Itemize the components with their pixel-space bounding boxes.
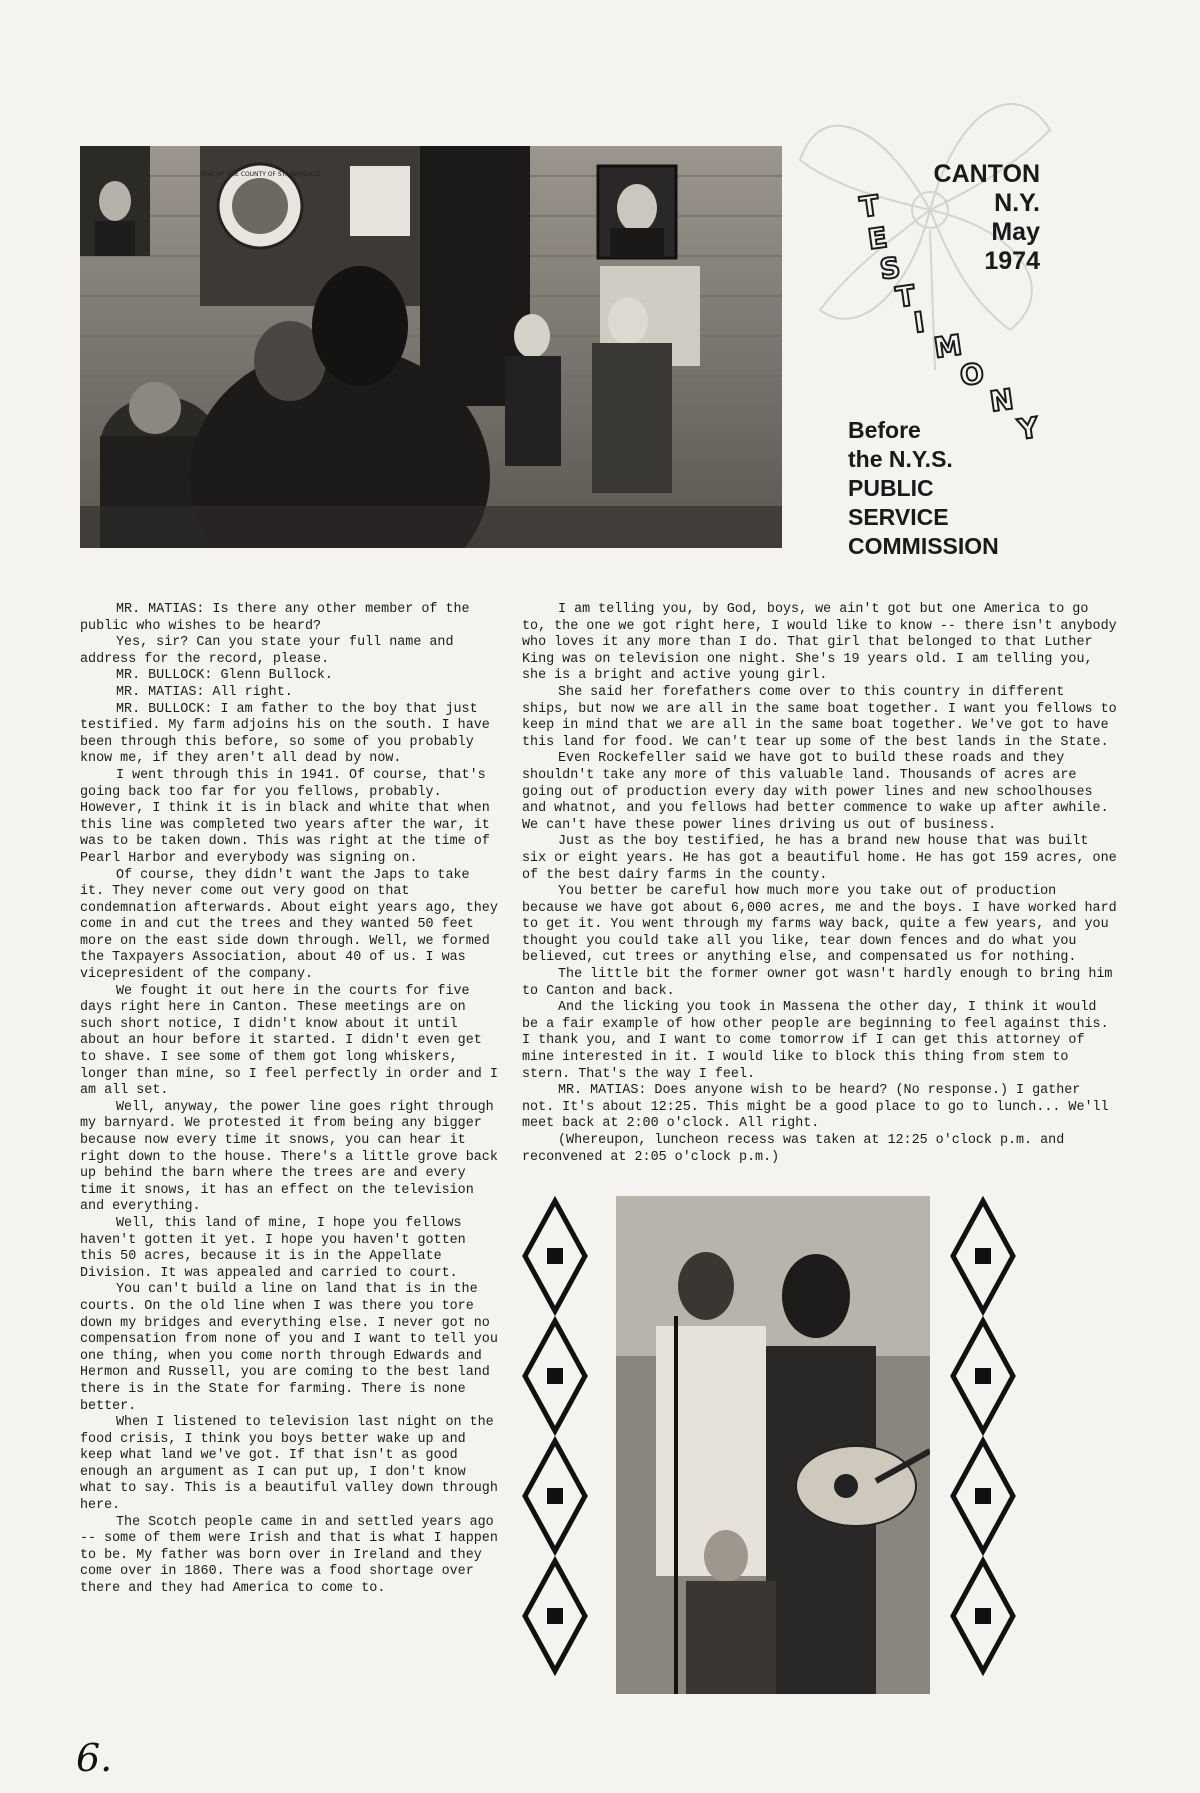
paragraph: The little bit the former owner got wasn't hardly enough to bring him to Canton and back. [522,967,1113,999]
dateline-state: N.Y. [994,189,1040,217]
subtitle-line: the N.Y.S. [848,446,953,472]
subtitle-line: SERVICE [848,504,949,530]
subtitle-line: PUBLIC [848,475,934,501]
paragraph: Even Rockefeller said we have got to build these roads and they shouldn't take any more of this valuable land. Thousands of acres are going out of production every day with power lines and new schoolhouses and whatnot, and you fellows had better commence to wake up after awhile. We can't have these power lines driving us out of business. [522,751,1109,833]
paragraph: I am telling you, by God, boys, we ain't got but one America to go to, the one we got right here, I would like to know -- there isn't anybody who loves it any more than I do. That girl that belonged to that Luther King was on television one night. She's 19 years old. I am telling you, she is a bright and active young girl. [522,602,1117,684]
native-pattern-border-right [948,1196,1018,1694]
paragraph: MR. BULLOCK: I am father to the boy that just testified. My farm adjoins his on the south. I have been through this before, so some of you probably know me, if they aren't all dead by now. [80,701,490,767]
paragraph: And the licking you took in Massena the other day, I think it would be a fair example of how other people are beginning to feel against this. I thank you, and I want to come tomorrow if I can get this attorney of mine interested in it. I would like to block this thing from stem to stern. That's the way I feel. [522,1000,1109,1082]
native-pattern-border-left [520,1196,590,1694]
paragraph: When I listened to television last night on the food crisis, I think you boys better wake up and keep what land we've got. If that isn't as good enough an argument as I can put up, I don't know what to say. This is a beautiful valley down through here. [80,1415,498,1514]
paragraph: Of course, they didn't want the Japs to take it. They never come out very good on that condemnation afterwards. About eight years ago, they come in and cut the trees and they wanted 50 feet more on the east side down through. Well, we formed the Taxpayers Association, about 40 of us. I was vicepresident of the company. [80,867,498,983]
page-number: 6. [76,1736,113,1780]
paragraph: Just as the boy testified, he has a brand new house that was built six or eight years. He has got a beautiful home. He has got 159 acres, one of the best dairy farms in the county. [522,834,1117,883]
subtitle-line: Before [848,417,921,443]
paragraph: MR. MATIAS: Is there any other member of the public who wishes to be heard? [80,602,470,634]
paragraph: Yes, sir? Can you state your full name and address for the record, please. [80,635,454,667]
title-letter: N [987,382,1016,419]
paragraph: I went through this in 1941. Of course, that's going back too far for you fellows, probably. However, I think it is in black and white that when this line was completed two years after the war, it was to be taken down. This was right at the time of Pearl Harbor and everybody was signing on. [80,767,490,866]
paragraph: You can't build a line on land that is in the courts. On the old line when I was there you tore down my bridges and everything else. I never got no compensation from none of you and I want to tell you one thing, when you come north through Edwards and Hermon and Russell, you are coming to the best land there is in the State for farming. There is none better. [80,1282,498,1414]
title-letter: T [893,278,918,315]
county-seal-text: SEAL OF THE COUNTY OF ST.LAWRENCE [199,171,321,178]
paragraph: (Whereupon, luncheon recess was taken at 12:25 o'clock p.m. and reconvened at 2:05 o'clock p.m.) [522,1133,1065,1165]
title-letter: I [911,305,927,340]
title-letter: M [931,328,965,365]
title-letter: O [957,356,986,393]
transcript-column-right [522,602,1120,1166]
hearing-room-photo [80,146,782,548]
title-letter: E [865,220,890,257]
subtitle-line: COMMISSION [848,533,999,559]
paragraph: MR. MATIAS: All right. [116,684,293,700]
musicians-illustration [616,1196,930,1694]
paragraph: We fought it out here in the courts for five days right here in Canton. These meetings are on such short notice, I didn't know about it until about an hour before it started. I didn't even get to shave. I see some of them got long whiskers, longer than mine, so I feel perfectly in order and I am all set. [80,983,498,1099]
paragraph: You better be careful how much more you take out of production because we have got about 6,000 acres, me and the boys. I have worked hard to get it. You went through my farms way back, quite a few years, and you thought you could take all you like, tear down fences and do what you believed, cut trees or anything else, and compensated us for nothing. [522,884,1117,966]
dateline-month: May [991,218,1040,246]
dateline-year: 1974 [984,247,1040,275]
hearing-room-illustration [80,146,782,548]
title-letter: S [877,250,903,287]
musicians-photo [616,1196,930,1694]
dateline-block [900,160,1040,276]
title-letter: Y [1015,410,1041,447]
title-letter: T [857,188,882,225]
transcript-column-left [80,602,498,1598]
subtitle-block [848,416,1078,561]
paragraph: MR. MATIAS: Does anyone wish to be heard? (No response.) I gather not. It's about 12:25. This might be a good place to go to lunch... We'll meet back at 2:00 o'clock. All right. [522,1083,1109,1132]
paragraph: The Scotch people came in and settled years ago -- some of them were Irish and that is what I happen to be. My father was born over in Ireland and they come over in 1860. There was a food shortage over there and they had America to come to. [80,1514,498,1597]
paragraph: Well, anyway, the power line goes right through my barnyard. We protested it from being any bigger because now every time it snows, you can hear it right down to the house. There's a little grove back up behind the barn where the trees are and every time it snows, it has an effect on the television and everything. [80,1099,498,1215]
dateline-city: CANTON [933,160,1040,188]
paragraph: Well, this land of mine, I hope you fellows haven't gotten it yet. I hope you haven't gotten this 50 acres, because it is in the Appellate Division. It was appealed and carried to court. [80,1215,466,1281]
paragraph: She said her forefathers come over to this country in different ships, but now we are all in the same boat together. I want you fellows to keep in mind that we are all in the same boat together. We've got to have this land for food. We can't tear up some of the best lands in the State. [522,684,1117,750]
paragraph: MR. BULLOCK: Glenn Bullock. [116,668,333,684]
